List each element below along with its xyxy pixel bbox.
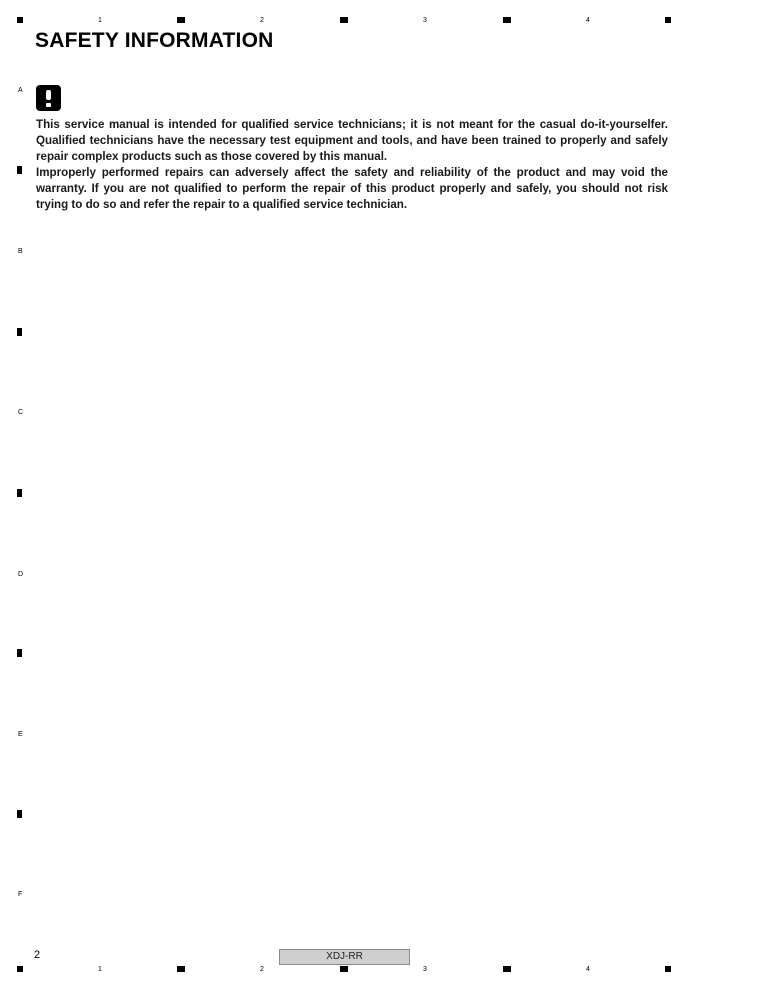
row-divider-mark	[17, 649, 22, 657]
row-letter: D	[18, 571, 24, 578]
row-letter: F	[18, 891, 23, 898]
corner-mark-top-right	[665, 17, 671, 23]
column-number-bottom: 4	[586, 966, 590, 973]
column-number-top: 2	[260, 17, 264, 24]
column-divider-mark	[177, 17, 185, 23]
column-divider-mark	[340, 966, 348, 972]
row-letter: E	[18, 731, 23, 738]
column-number-bottom: 2	[260, 966, 264, 973]
row-letter: C	[18, 409, 24, 416]
safety-paragraph: Improperly performed repairs can adversely affect the safety and reliability of the product and may void the warranty. If you are not qualified to perform the repair of this product properly and safely, you should not risk trying to do so and refer the repair to a qualified service technician.	[36, 166, 668, 211]
page-title: SAFETY INFORMATION	[35, 29, 274, 52]
row-letter: A	[18, 87, 23, 94]
column-divider-mark	[503, 966, 511, 972]
corner-mark-bottom-right	[665, 966, 671, 972]
column-number-top: 4	[586, 17, 590, 24]
safety-notice	[36, 117, 668, 213]
column-divider-mark	[177, 966, 185, 972]
column-number-bottom: 1	[98, 966, 102, 973]
exclamation-warning-icon	[36, 85, 61, 111]
column-number-top: 1	[98, 17, 102, 24]
safety-paragraph: This service manual is intended for qualified service technicians; it is not meant for the casual do-it-yourselfer. Qualified technicians have the necessary test equipment and tools, and have been trained to properly and safely repair complex products such as those covered by this manual.	[36, 118, 668, 163]
row-divider-mark	[17, 328, 22, 336]
row-divider-mark	[17, 489, 22, 497]
row-divider-mark	[17, 166, 22, 174]
corner-mark-top-left	[17, 17, 23, 23]
page-number: 2	[34, 949, 41, 961]
row-letter: B	[18, 248, 23, 255]
row-divider-mark	[17, 810, 22, 818]
column-number-top: 3	[423, 17, 427, 24]
corner-mark-bottom-left	[17, 966, 23, 972]
model-name-box: XDJ-RR	[279, 949, 410, 965]
column-divider-mark	[340, 17, 348, 23]
column-divider-mark	[503, 17, 511, 23]
column-number-bottom: 3	[423, 966, 427, 973]
